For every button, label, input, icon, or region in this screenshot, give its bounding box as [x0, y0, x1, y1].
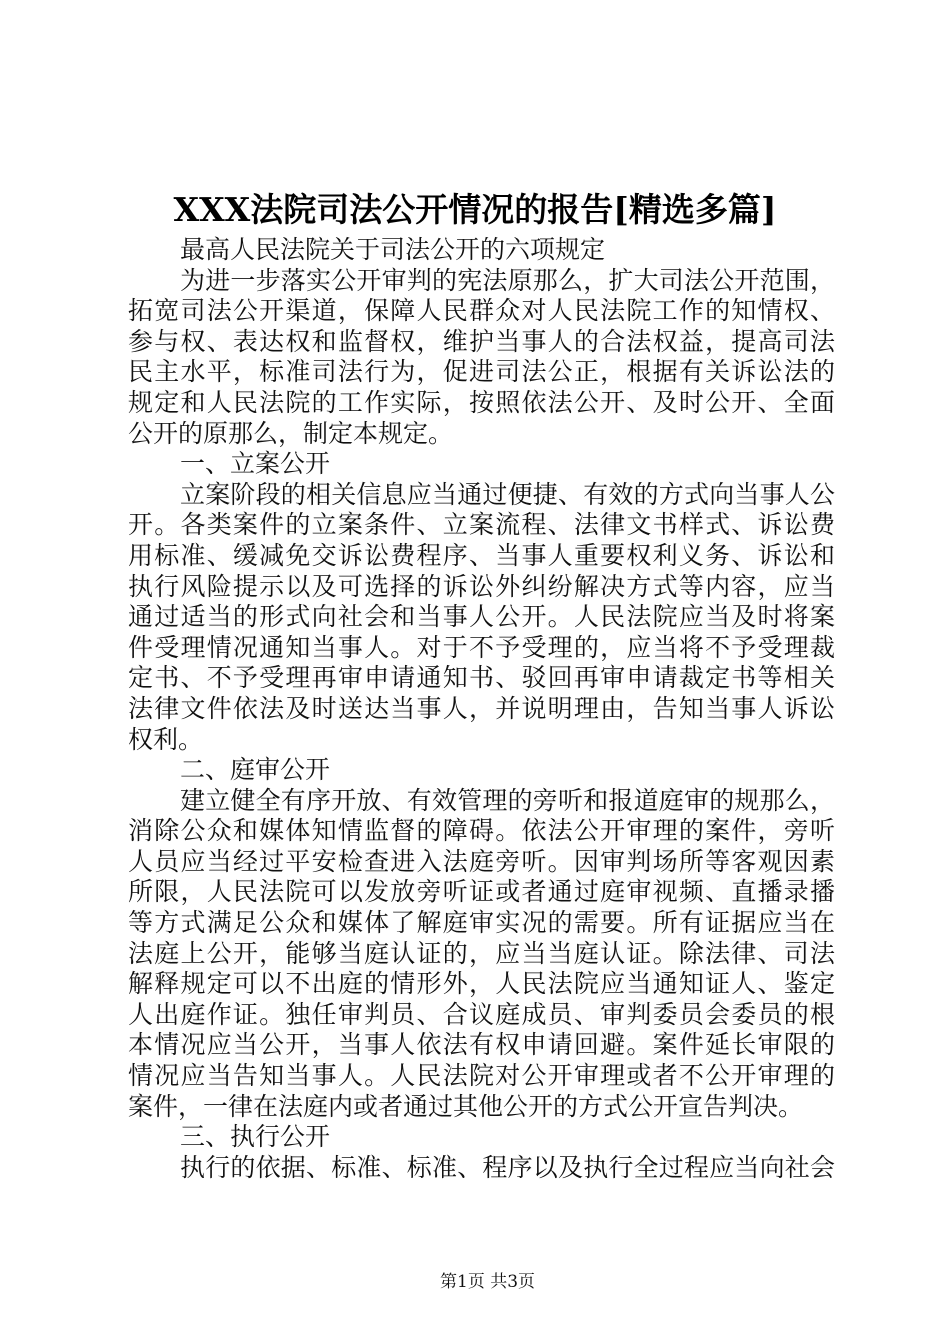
paragraph-line: 规定和人民法院的工作实际，按照依法公开、及时公开、全面: [128, 387, 835, 417]
paragraph-line: 人员应当经过平安检查进入法庭旁听。因审判场所等客观因素: [128, 846, 835, 876]
paragraph-line: 权利。: [128, 724, 204, 754]
paragraph-line: 解释规定可以不出庭的情形外，人民法院应当通知证人、鉴定: [128, 969, 835, 999]
document-subtitle: 最高人民法院关于司法公开的六项规定: [180, 235, 606, 264]
section-heading: 三、执行公开: [180, 1122, 331, 1152]
page-indicator: 第1页 共3页: [440, 1272, 536, 1292]
paragraph-line: 本情况应当公开，当事人依法有权申请回避。案件延长审限的: [128, 1030, 835, 1060]
paragraph-line: 立案阶段的相关信息应当通过便捷、有效的方式向当事人公: [180, 479, 835, 509]
preamble-paragraph: [128, 266, 835, 450]
section-heading: 二、庭审公开: [180, 755, 331, 785]
paragraph-line: 开。各类案件的立案条件、立案流程、法律文书样式、诉讼费: [128, 510, 835, 540]
paragraph-line: 参与权、表达权和监督权，维护当事人的合法权益，提高司法: [128, 326, 835, 356]
paragraph-line: 拓宽司法公开渠道，保障人民群众对人民法院工作的知情权、: [128, 296, 835, 326]
paragraph-line: 执行风险提示以及可选择的诉讼外纠纷解决方式等内容，应当: [128, 571, 835, 601]
paragraph-line: 件受理情况通知当事人。对于不予受理的，应当将不予受理裁: [128, 632, 835, 662]
paragraph-line: 情况应当告知当事人。人民法院对公开审理或者不公开审理的: [128, 1061, 835, 1091]
document-body: [128, 235, 835, 1183]
section-trial-disclosure: [128, 755, 835, 1122]
paragraph-line: 法庭上公开，能够当庭认证的，应当当庭认证。除法律、司法: [128, 938, 835, 968]
section-filing-disclosure: [128, 449, 835, 755]
paragraph-line: 法律文件依法及时送达当事人，并说明理由，告知当事人诉讼: [128, 693, 835, 723]
paragraph-line: 民主水平，标准司法行为，促进司法公正，根据有关诉讼法的: [128, 357, 835, 387]
paragraph-line: 所限，人民法院可以发放旁听证或者通过庭审视频、直播录播: [128, 877, 835, 907]
section-heading: 一、立案公开: [180, 449, 331, 479]
paragraph-line: 案件，一律在法庭内或者通过其他公开的方式公开宣告判决。: [128, 1091, 804, 1121]
paragraph-line: 人出庭作证。独任审判员、合议庭成员、审判委员会委员的根: [128, 999, 835, 1029]
section-enforcement-disclosure: [128, 1122, 835, 1183]
paragraph-line: 公开的原那么，制定本规定。: [128, 418, 454, 448]
document-title: XXX法院司法公开情况的报告[精选多篇]: [173, 190, 777, 229]
paragraph-line: 建立健全有序开放、有效管理的旁听和报道庭审的规那么，: [180, 785, 835, 815]
paragraph-line: 执行的依据、标准、标准、程序以及执行全过程应当向社会: [180, 1152, 835, 1182]
paragraph-line: 消除公众和媒体知情监督的障碍。依法公开审理的案件，旁听: [128, 816, 835, 846]
paragraph-line: 等方式满足公众和媒体了解庭审实况的需要。所有证据应当在: [128, 908, 835, 938]
paragraph-line: 定书、不予受理再审申请通知书、驳回再审申请裁定书等相关: [128, 663, 835, 693]
paragraph-line: 为进一步落实公开审判的宪法原那么，扩大司法公开范围，: [180, 265, 835, 295]
paragraph-line: 用标准、缓减免交诉讼费程序、当事人重要权利义务、诉讼和: [128, 540, 835, 570]
paragraph-line: 通过适当的形式向社会和当事人公开。人民法院应当及时将案: [128, 602, 835, 632]
